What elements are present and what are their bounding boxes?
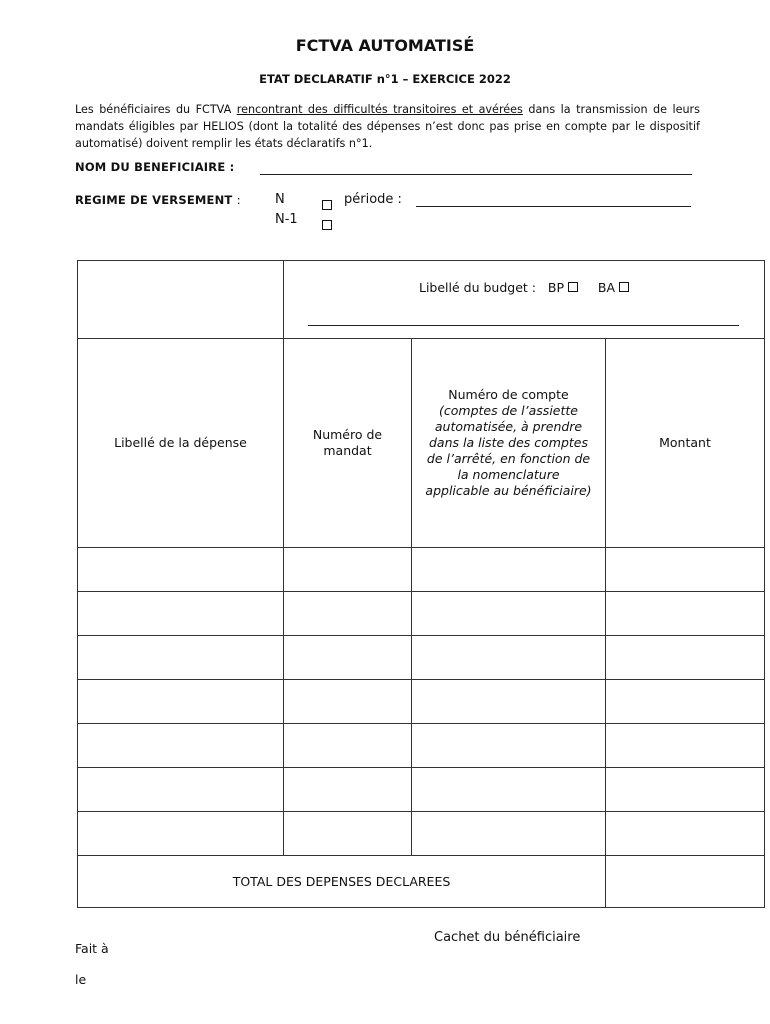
checkbox-n[interactable]	[322, 195, 332, 214]
header-mandat-line1: Numéro de	[312, 427, 383, 442]
cell-libelle[interactable]	[78, 768, 284, 812]
option-n1-label: N-1	[275, 212, 298, 227]
checkbox-n1[interactable]	[322, 215, 332, 234]
cell-compte[interactable]	[412, 812, 606, 856]
intro-underlined-text: rencontrant des difficultés transitoires et avérées	[236, 103, 523, 116]
checkbox-bp[interactable]	[568, 282, 578, 292]
cell-montant[interactable]	[606, 636, 765, 680]
header-libelle: Libellé de la dépense	[78, 339, 284, 548]
intro-paragraph	[75, 101, 700, 152]
periode-label: période :	[344, 192, 402, 207]
document-subtitle: ETAT DECLARATIF n°1 – EXERCICE 2022	[259, 72, 511, 86]
budget-cell	[284, 261, 765, 339]
cell-compte[interactable]	[412, 636, 606, 680]
cell-mandat[interactable]	[284, 592, 412, 636]
regime-label	[75, 193, 241, 207]
regime-colon: :	[236, 193, 241, 207]
cell-mandat[interactable]	[284, 724, 412, 768]
intro-text-end: dans la transmission de leurs mandats éligibles par HELIOS (dont la totalité des dépenses n’est donc pas prise en compte par le dispositif automatisé) doivent remplir les états déclaratifs n°1.	[75, 103, 700, 150]
cell-mandat[interactable]	[284, 636, 412, 680]
budget-label: Libellé du budget :	[418, 280, 536, 295]
expense-table	[77, 260, 765, 908]
header-compte-line: automatisée, à prendre	[434, 419, 583, 434]
cell-libelle[interactable]	[78, 636, 284, 680]
header-compte	[412, 339, 606, 548]
beneficiary-label: NOM DU BENEFICIAIRE :	[75, 160, 235, 174]
header-compte-line: dans la liste des comptes	[429, 435, 588, 450]
cell-montant[interactable]	[606, 724, 765, 768]
periode-field[interactable]	[416, 206, 691, 207]
cell-montant[interactable]	[606, 680, 765, 724]
cell-libelle[interactable]	[78, 812, 284, 856]
option-n-label: N	[275, 192, 285, 207]
ba-label: BA	[597, 280, 616, 295]
fait-a-label: Fait à	[75, 941, 109, 956]
table-row	[78, 768, 765, 812]
beneficiary-name-field[interactable]	[260, 174, 692, 175]
cell-compte[interactable]	[412, 592, 606, 636]
cell-mandat[interactable]	[284, 812, 412, 856]
table-row	[78, 548, 765, 592]
cell-montant[interactable]	[606, 592, 765, 636]
intro-text-start: Les bénéficiaires du FCTVA	[75, 103, 237, 116]
header-mandat	[284, 339, 412, 548]
regime-label-text: REGIME DE VERSEMENT	[75, 193, 233, 207]
document-title: FCTVA AUTOMATISÉ	[295, 36, 475, 55]
total-label: TOTAL DES DEPENSES DECLAREES	[78, 856, 606, 908]
date-label: le	[75, 972, 87, 987]
table-row	[78, 592, 765, 636]
cell-libelle[interactable]	[78, 724, 284, 768]
header-compte-line: de l’arrêté, en fonction de	[426, 451, 591, 466]
table-row	[78, 812, 765, 856]
cell-mandat[interactable]	[284, 548, 412, 592]
cell-compte[interactable]	[412, 548, 606, 592]
cell-libelle[interactable]	[78, 592, 284, 636]
cachet-label: Cachet du bénéficiaire	[434, 930, 581, 945]
cell-montant[interactable]	[606, 768, 765, 812]
table-row	[78, 636, 765, 680]
table-row	[78, 724, 765, 768]
checkbox-ba[interactable]	[619, 282, 629, 292]
cell-libelle[interactable]	[78, 548, 284, 592]
budget-line	[284, 280, 764, 295]
checkbox-n-box	[322, 200, 332, 210]
cell-compte[interactable]	[412, 724, 606, 768]
header-mandat-line2: mandat	[323, 443, 372, 458]
cell-montant[interactable]	[606, 548, 765, 592]
header-compte-line: applicable au bénéficiaire)	[425, 483, 592, 498]
total-row	[78, 856, 765, 908]
cell-mandat[interactable]	[284, 768, 412, 812]
cell-mandat[interactable]	[284, 680, 412, 724]
top-left-cell	[78, 261, 284, 339]
total-amount-cell[interactable]	[606, 856, 765, 908]
header-compte-line: la nomenclature	[457, 467, 560, 482]
budget-name-field[interactable]	[308, 325, 739, 326]
header-montant: Montant	[606, 339, 765, 548]
header-compte-line: (comptes de l’assiette	[439, 403, 578, 418]
table-row	[78, 680, 765, 724]
cell-montant[interactable]	[606, 812, 765, 856]
header-compte-title: Numéro de compte	[448, 387, 569, 402]
cell-libelle[interactable]	[78, 680, 284, 724]
bp-label: BP	[547, 280, 565, 295]
cell-compte[interactable]	[412, 680, 606, 724]
cell-compte[interactable]	[412, 768, 606, 812]
checkbox-n1-box	[322, 220, 332, 230]
